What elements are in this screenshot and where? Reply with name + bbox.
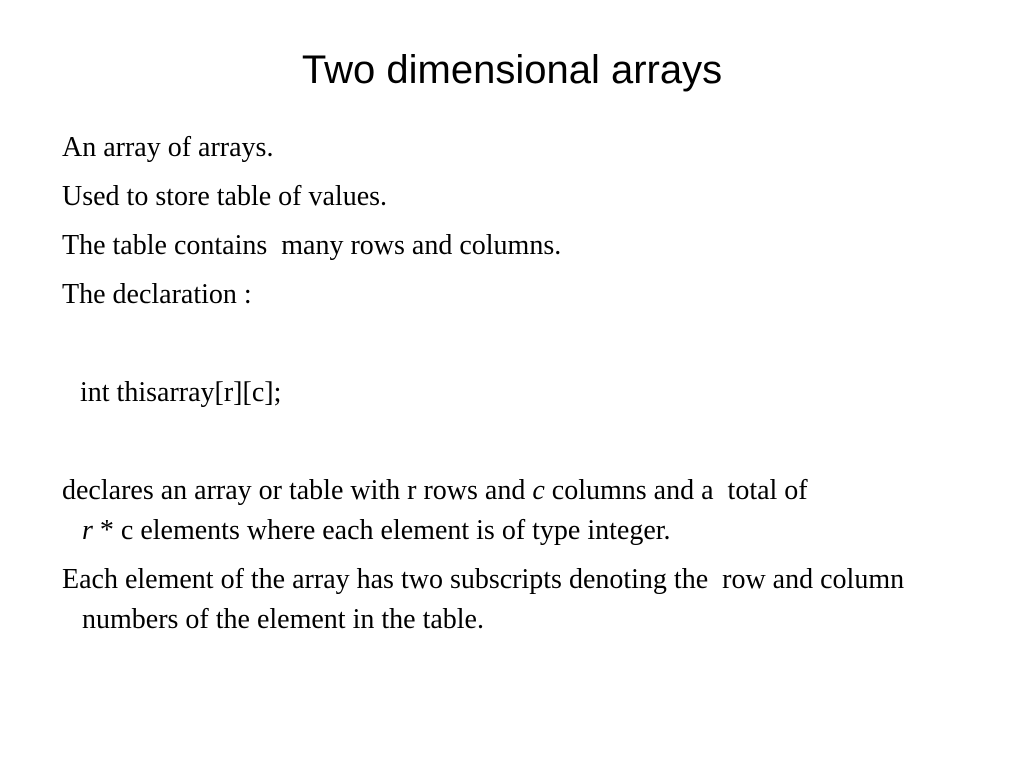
code-declaration: int thisarray[r][c];	[80, 377, 282, 408]
italic-c: c	[532, 475, 545, 506]
text-segment: declares an array or table with r rows and	[62, 475, 533, 506]
spacer	[62, 324, 992, 373]
paragraph-subscripts: Each element of the array has two subscripts denoting the row and column numbers of the element in the table.	[62, 564, 912, 635]
paragraph-declares	[62, 471, 992, 551]
slide-body	[62, 128, 992, 649]
paragraph-store-table: Used to store table of values.	[62, 181, 388, 212]
paragraph-declaration: The declaration :	[62, 279, 252, 310]
text-segment: columns and a total of	[544, 475, 815, 506]
paragraph-array-of-arrays: An array of arrays.	[62, 132, 274, 163]
paragraph-rows-columns: The table contains many rows and columns.	[62, 230, 562, 261]
spacer	[62, 422, 992, 471]
slide-title: Two dimensional arrays	[301, 48, 723, 92]
text-segment: * c elements where each element is of type integer.	[92, 515, 671, 546]
italic-r: r	[82, 515, 93, 546]
